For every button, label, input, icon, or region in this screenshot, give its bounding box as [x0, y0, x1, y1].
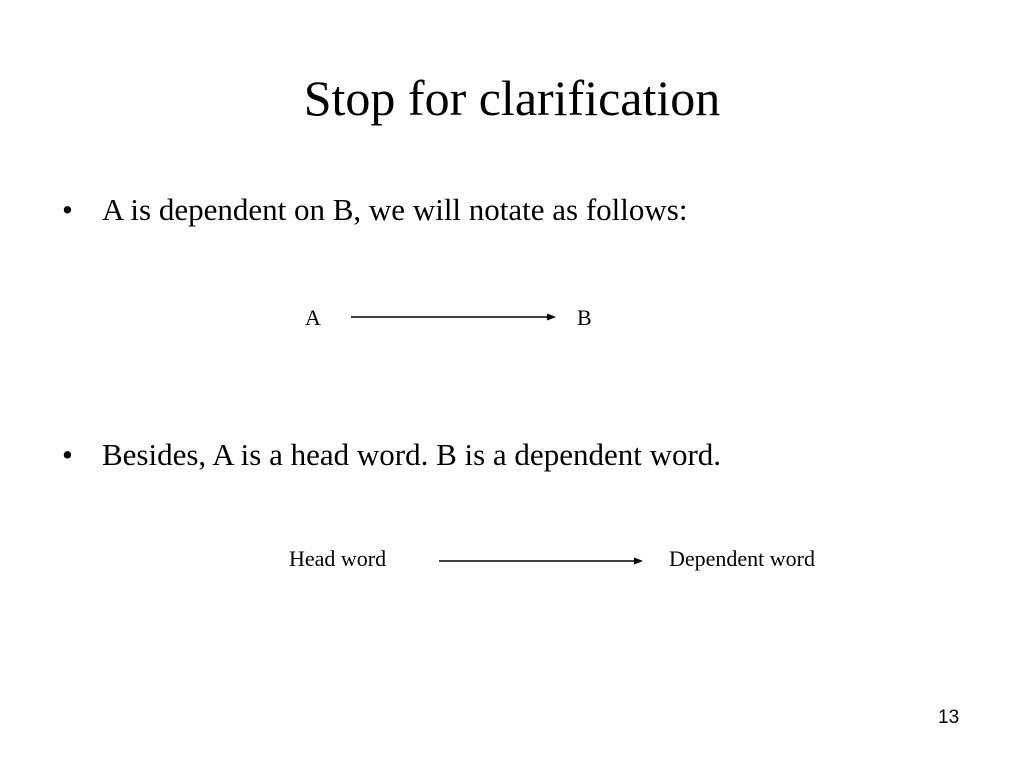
page-number: 13 [938, 707, 960, 728]
bullet-item-1 [62, 190, 687, 230]
slide-title: Stop for clarification [303, 70, 721, 126]
arrow-right-icon [439, 555, 643, 567]
bullet-item-2 [62, 435, 721, 475]
arrow-right-icon [351, 311, 556, 323]
diagram-node-a: A [305, 305, 321, 330]
bullet-text: Besides, A is a head word. B is a dependent word. [102, 437, 722, 472]
bullet-text: A is dependent on B, we will notate as follows: [102, 192, 688, 227]
bullet-marker: • [62, 192, 73, 227]
diagram-node-dependent-word: Dependent word [669, 546, 816, 571]
diagram-node-b: B [577, 305, 592, 330]
diagram-node-head-word: Head word [289, 546, 387, 571]
bullet-marker: • [62, 437, 73, 472]
